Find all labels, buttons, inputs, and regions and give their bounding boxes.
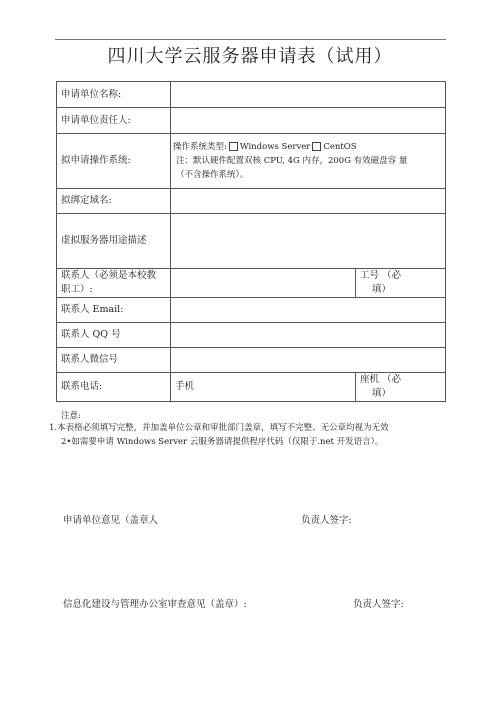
staff-id-label-line2: 填）: [372, 284, 392, 295]
contact-wechat-field[interactable]: [171, 348, 446, 373]
domain-label: 拟绑定域名:: [57, 189, 171, 214]
contact-label-line2: 职工）:: [61, 284, 93, 295]
notes-item-2: 2•如需要申请 Windows Server 云服务器请提供程序代码（仅限于.net 开发语言）。: [61, 437, 384, 447]
title-rule: [55, 39, 446, 40]
unit-name-label: 申请单位名称:: [57, 82, 171, 108]
contact-qq-label: 联系人 QQ 号: [57, 323, 171, 348]
page-title: 四川大学云服务器申请表（试用）: [107, 46, 393, 67]
windows-option-label: Windows Server: [239, 142, 311, 152]
contact-phone-label: 联系电话:: [57, 373, 171, 402]
unit-leader-label: 申请单位责任人:: [57, 108, 171, 134]
office-opinion-label: 信息化建设与管理办公室审查意见（盖章）:: [63, 599, 247, 610]
os-label: 拟申请操作系统:: [57, 134, 171, 189]
os-selection-cell: [171, 134, 446, 189]
windows-checkbox[interactable]: [229, 142, 238, 151]
contact-email-field[interactable]: [171, 298, 446, 323]
office-signer-label: 负责人签字:: [353, 599, 404, 610]
staff-id-label-line1: 工号 （必: [360, 270, 402, 281]
unit-name-field[interactable]: [171, 82, 446, 108]
mobile-label: 手机: [175, 381, 195, 392]
centos-checkbox[interactable]: [312, 142, 321, 151]
unit-opinion-label: 申请单位意见（盖章人: [63, 515, 159, 526]
contact-wechat-label: 联系人微信号: [57, 348, 171, 373]
notes-item-1: 1.本表格必须填写完整，并加盖单位公章和审批部门盖章，填写不完整、无公章均视为无效: [49, 423, 389, 433]
staff-id-cell[interactable]: [356, 269, 446, 298]
contact-email-label: 联系人 Email:: [57, 298, 171, 323]
centos-option-label: CentOS: [323, 142, 357, 152]
os-note-line1: 注：默认硬件配置双核 CPU, 4G 内存，200G 有效磁盘容 量: [176, 156, 408, 166]
contact-name-field[interactable]: [171, 269, 356, 298]
mobile-cell[interactable]: [171, 373, 356, 402]
landline-cell[interactable]: [356, 373, 446, 402]
os-type-line: [173, 140, 445, 154]
unit-leader-field[interactable]: [171, 108, 446, 134]
purpose-label: 虚拟服务器用途描述: [57, 214, 171, 269]
unit-signer-label: 负责人签字:: [301, 515, 352, 526]
contact-label-line1: 联系人（必须是本校教: [61, 270, 157, 281]
contact-label: [57, 269, 171, 298]
contact-qq-field[interactable]: [171, 323, 446, 348]
application-form-table: [56, 81, 446, 402]
purpose-field[interactable]: [171, 214, 446, 269]
notes-heading: 注意:: [61, 411, 81, 421]
landline-label-line2: 填）: [372, 388, 392, 399]
domain-field[interactable]: [171, 189, 446, 214]
landline-label-line1: 座机 （必: [360, 374, 402, 385]
os-note-line2: （不含操作系统）。: [176, 170, 249, 180]
os-type-prefix: 操作系统类型:: [173, 142, 227, 152]
